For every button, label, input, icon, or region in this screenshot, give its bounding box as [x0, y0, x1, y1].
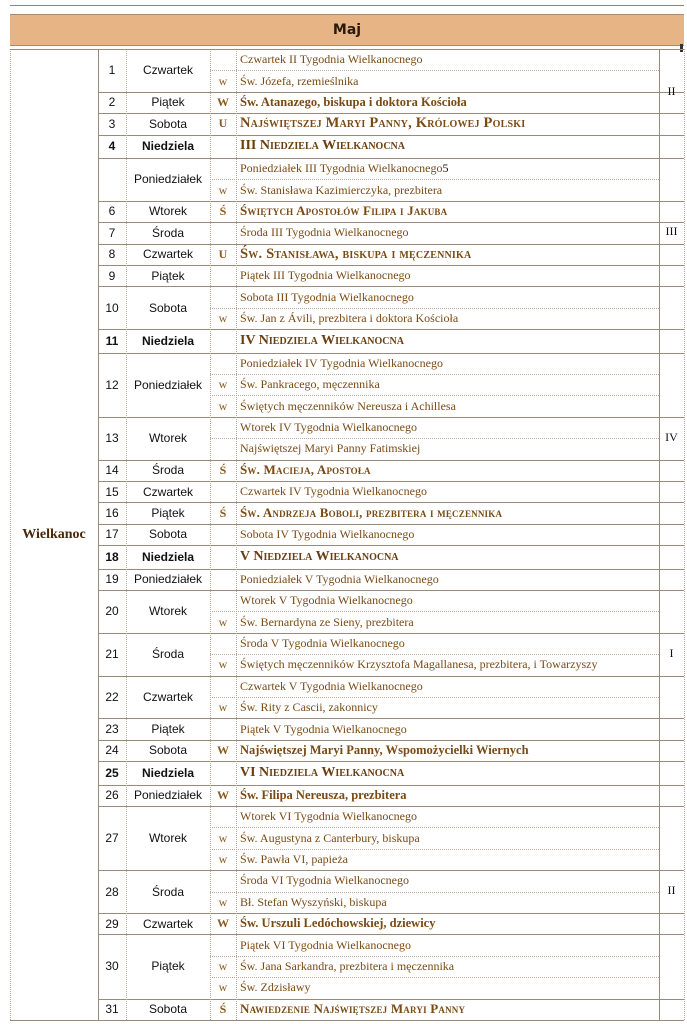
- celebration-title: [236, 395, 659, 416]
- celebration-title-text: Piątek VI Tygodnia Wielkanocnego: [240, 937, 411, 952]
- celebration-rank: [210, 545, 236, 568]
- day-number: 29: [105, 916, 119, 931]
- celebration-title: [236, 244, 659, 265]
- celebration-title-text: Św. Jan z Ávili, prezbitera i doktora Kościoła: [240, 310, 459, 325]
- week-of-psalter: III: [665, 224, 678, 239]
- celebration-title-text: Najświętszej Maryi Panny, Wspomożycielki Wiernych: [240, 742, 529, 757]
- table-bottom-border: [10, 1020, 684, 1021]
- celebration-title-text: Wtorek VI Tygodnia Wielkanocnego: [240, 809, 417, 824]
- day-number: 13: [105, 431, 119, 446]
- celebration-title-text: III Niedziela Wielkanocna: [240, 138, 406, 154]
- entry-divider: [210, 977, 659, 978]
- entry-divider: [210, 654, 659, 655]
- celebration-rank: w: [218, 614, 228, 629]
- weekday-column-border: [210, 49, 211, 1020]
- celebration-rank: w: [218, 657, 228, 672]
- weekday-name: Piątek: [151, 268, 185, 283]
- celebration-title-text: Świętych męczenników Krzysztofa Magallanesa, prezbitera, i Towarzyszy: [240, 657, 598, 672]
- day-number: 30: [105, 959, 119, 974]
- weekday-name: Czwartek: [142, 484, 193, 499]
- celebration-rank: W: [217, 787, 229, 802]
- celebration-title-text: Św. Augustyna z Canterbury, biskupa: [240, 830, 420, 845]
- celebration-rank: [210, 806, 236, 827]
- week-of-psalter: IV: [665, 429, 678, 444]
- celebration-rank: [210, 265, 236, 286]
- day-number: 25: [105, 765, 119, 780]
- week-of-psalter: I: [669, 645, 674, 660]
- table-left-border: [10, 49, 11, 1020]
- celebration-title: [236, 524, 659, 545]
- day-number: 26: [105, 788, 119, 803]
- celebration-title-text: Św. Urszuli Ledóchowskiej, dziewicy: [240, 916, 436, 931]
- celebration-title: [236, 113, 659, 134]
- day-number: 22: [105, 689, 119, 704]
- celebration-title-text: Św. Pankracego, męczennika: [240, 377, 380, 392]
- celebration-title: [236, 158, 659, 179]
- celebration-rank: U: [218, 246, 228, 261]
- day-number: 3: [108, 116, 116, 131]
- celebration-rank: Ś: [219, 203, 227, 218]
- celebration-title-text: Sobota III Tygodnia Wielkanocnego: [240, 289, 414, 304]
- celebration-title: [236, 481, 659, 502]
- celebration-title-text: Wtorek IV Tygodnia Wielkanocnego: [240, 419, 417, 434]
- celebration-title: [236, 460, 659, 481]
- weekday-name: Wtorek: [148, 604, 187, 619]
- celebration-title: [236, 977, 659, 998]
- weekday-name: Czwartek: [142, 689, 193, 704]
- celebration-title-text: Piątek III Tygodnia Wielkanocnego: [240, 268, 411, 283]
- celebration-rank: w: [218, 310, 228, 325]
- month-title: Maj: [332, 22, 362, 38]
- entry-divider: [210, 611, 659, 612]
- celebration-rank: [210, 286, 236, 307]
- weekday-name: Środa: [151, 225, 185, 240]
- celebration-title-text: Najświętszej Maryi Panny, Królowej Polski: [240, 115, 526, 132]
- day-number: 16: [105, 506, 119, 521]
- celebration-title: [236, 329, 659, 352]
- celebration-title: [236, 308, 659, 329]
- week-divider: [659, 135, 684, 136]
- celebration-title: [236, 654, 659, 675]
- day-number: 24: [105, 743, 119, 758]
- celebration-rank: [210, 870, 236, 891]
- day-number: 19: [105, 572, 119, 587]
- weekday-name: Sobota: [148, 1002, 188, 1017]
- weekday-name: Piątek: [151, 959, 185, 974]
- entry-divider: [210, 827, 659, 828]
- day-number: 17: [105, 527, 119, 542]
- weekday-name: Sobota: [148, 527, 188, 542]
- entry-divider: [210, 308, 659, 309]
- season-column-border: [98, 49, 99, 1020]
- celebration-title-text: Wtorek V Tygodnia Wielkanocnego: [240, 593, 413, 608]
- entry-divider: [210, 697, 659, 698]
- celebration-title: [236, 286, 659, 307]
- celebration-rank: [210, 934, 236, 955]
- day-number: 9: [108, 268, 116, 283]
- entry-divider: [210, 956, 659, 957]
- celebration-rank: w: [218, 182, 228, 197]
- week-divider: [659, 761, 684, 762]
- day-number: 8: [108, 247, 116, 262]
- celebration-title-text: Świętych Apostołów Filipa i Jakuba: [240, 203, 448, 219]
- celebration-rank: Ś: [219, 1001, 227, 1016]
- celebration-rank: [210, 353, 236, 374]
- celebration-title: [236, 956, 659, 977]
- celebration-title-text: Św. Bernardyna ze Sieny, prezbitera: [240, 614, 414, 629]
- celebration-rank: w: [218, 398, 228, 413]
- celebration-title: [236, 806, 659, 827]
- day-number: 12: [105, 377, 119, 392]
- day-number: 4: [108, 139, 116, 154]
- rank-column-border: [236, 49, 237, 1020]
- celebration-title: [236, 740, 659, 761]
- celebration-title: [236, 633, 659, 654]
- week-of-psalter: II: [667, 84, 676, 99]
- celebration-title-text: Św. Stanisława Kazimierczyka, prezbitera: [240, 182, 443, 197]
- celebration-title-text: Poniedziałek IV Tygodnia Wielkanocnego: [240, 355, 443, 370]
- celebration-rank: Ś: [219, 462, 227, 477]
- celebration-title: [236, 870, 659, 891]
- title-column-border: [659, 49, 660, 1020]
- weekday-name: Środa: [151, 884, 185, 899]
- celebration-title: [236, 569, 659, 590]
- day-number: 10: [105, 300, 119, 315]
- celebration-title-text: Św. Stanisława, biskupa i męczennika: [240, 245, 472, 262]
- celebration-rank: [210, 761, 236, 784]
- weekday-name: Niedziela: [141, 765, 195, 780]
- weekday-name: Poniedziałek: [133, 788, 203, 803]
- celebration-rank: [210, 49, 236, 70]
- day-number: 11: [105, 333, 119, 348]
- weekday-name: Wtorek: [148, 831, 187, 846]
- celebration-title: [236, 676, 659, 697]
- celebration-title: [236, 201, 659, 222]
- celebration-title-text: Czwartek II Tygodnia Wielkanocnego: [240, 52, 423, 67]
- celebration-rank: W: [217, 742, 229, 757]
- celebration-rank: [210, 569, 236, 590]
- celebration-rank: Ś: [219, 505, 227, 520]
- celebration-rank: [210, 718, 236, 739]
- entry-divider: [210, 374, 659, 375]
- footnote-marker: 5: [442, 161, 449, 176]
- celebration-title-text: Św. Józefa, rzemieślnika: [240, 73, 359, 88]
- celebration-rank: [210, 222, 236, 243]
- celebration-title: [236, 999, 659, 1020]
- celebration-title: [236, 849, 659, 870]
- entry-divider: [210, 395, 659, 396]
- day-number: 21: [105, 647, 119, 662]
- celebration-title-text: Św. Rity z Cascii, zakonnicy: [240, 700, 378, 715]
- celebration-title-text: Czwartek IV Tygodnia Wielkanocnego: [240, 484, 427, 499]
- week-divider: [659, 545, 684, 546]
- celebration-title-text: IV Niedziela Wielkanocna: [240, 332, 404, 348]
- celebration-title: [236, 545, 659, 568]
- celebration-title: [236, 913, 659, 934]
- weekday-name: Piątek: [151, 95, 185, 110]
- celebration-rank: [210, 524, 236, 545]
- celebration-title: [236, 718, 659, 739]
- week-divider: [659, 329, 684, 330]
- celebration-title-text: Bł. Stefan Wyszyński, biskupa: [240, 894, 387, 909]
- day-number: 14: [105, 463, 119, 478]
- celebration-rank: w: [218, 980, 228, 995]
- celebration-title-text: V Niedziela Wielkanocna: [240, 548, 399, 564]
- celebration-rank: w: [218, 830, 228, 845]
- celebration-title-text: Poniedziałek III Tygodnia Wielkanocnego: [240, 161, 443, 176]
- celebration-rank: [210, 438, 236, 459]
- day-number: [98, 158, 126, 201]
- number-column-border: [126, 49, 127, 1020]
- celebration-rank: w: [218, 851, 228, 866]
- celebration-title-text: Św. Andrzeja Boboli, prezbitera i męczennika: [240, 505, 503, 521]
- weekday-name: Sobota: [148, 743, 188, 758]
- celebration-title-text: Sobota IV Tygodnia Wielkanocnego: [240, 526, 415, 541]
- weekday-name: Wtorek: [148, 431, 187, 446]
- celebration-title: [236, 785, 659, 806]
- day-number: 23: [105, 722, 119, 737]
- celebration-title: [236, 70, 659, 91]
- weekday-name: Sobota: [148, 300, 188, 315]
- celebration-rank: [210, 329, 236, 352]
- celebration-title-text: Piątek V Tygodnia Wielkanocnego: [240, 721, 407, 736]
- entry-divider: [210, 849, 659, 850]
- celebration-title-text: Środa III Tygodnia Wielkanocnego: [240, 225, 409, 240]
- weekday-name: Środa: [151, 647, 185, 662]
- table-right-border: [684, 49, 685, 1020]
- celebration-title: [236, 353, 659, 374]
- celebration-title: [236, 438, 659, 459]
- celebration-rank: [210, 417, 236, 438]
- celebration-title: [236, 697, 659, 718]
- celebration-title: [236, 222, 659, 243]
- day-number: 31: [105, 1002, 119, 1017]
- celebration-title: [236, 417, 659, 438]
- celebration-title: [236, 590, 659, 611]
- celebration-title-text: Środa VI Tygodnia Wielkanocnego: [240, 873, 409, 888]
- day-number: 1: [108, 63, 116, 78]
- celebration-title-text: Najświętszej Maryi Panny Fatimskiej: [240, 441, 421, 456]
- celebration-title-text: Św. Jana Sarkandra, prezbitera i męczennika: [240, 958, 455, 973]
- day-number: 18: [105, 549, 119, 564]
- celebration-title: [236, 374, 659, 395]
- weekday-name: Wtorek: [148, 204, 187, 219]
- weekday-name: Czwartek: [142, 916, 193, 931]
- weekday-name: Niedziela: [141, 333, 195, 348]
- table-top-border: [10, 49, 684, 50]
- celebration-title: [236, 892, 659, 913]
- celebration-title: [236, 761, 659, 784]
- celebration-rank: w: [218, 958, 228, 973]
- week-of-psalter: II: [667, 883, 676, 898]
- celebration-title: [236, 502, 659, 523]
- celebration-title-text: Św. Atanazego, biskupa i doktora Kościoła: [240, 94, 467, 109]
- weekday-name: Czwartek: [142, 63, 193, 78]
- celebration-title-text: Św. Macieja, Apostoła: [240, 462, 371, 478]
- celebration-rank: w: [218, 894, 228, 909]
- entry-divider: [210, 438, 659, 439]
- celebration-title-text: Środa V Tygodnia Wielkanocnego: [240, 635, 405, 650]
- celebration-title-text: Czwartek V Tygodnia Wielkanocnego: [240, 678, 423, 693]
- day-number: 15: [105, 484, 119, 499]
- celebration-rank: [210, 481, 236, 502]
- weekday-name: Piątek: [151, 722, 185, 737]
- weekday-name: Niedziela: [141, 139, 195, 154]
- weekday-name: Poniedziałek: [133, 172, 203, 187]
- celebration-rank: w: [218, 73, 228, 88]
- entry-divider: [210, 179, 659, 180]
- season-name: Wielkanoc: [22, 526, 86, 542]
- weekday-name: Sobota: [148, 116, 188, 131]
- celebration-rank: [210, 676, 236, 697]
- celebration-title: [236, 135, 659, 158]
- weekday-name: Poniedziałek: [133, 377, 203, 392]
- weekday-name: Czwartek: [142, 247, 193, 262]
- entry-divider: [210, 892, 659, 893]
- weekday-name: Niedziela: [141, 549, 195, 564]
- day-number: 7: [108, 225, 116, 240]
- celebration-title: [236, 611, 659, 632]
- celebration-title: [236, 92, 659, 113]
- weekday-name: Środa: [151, 463, 185, 478]
- celebration-rank: [210, 590, 236, 611]
- celebration-title-text: Św. Pawła VI, papieża: [240, 851, 348, 866]
- celebration-title-text: Św. Zdzisławy: [240, 980, 311, 995]
- day-number: 2: [108, 95, 116, 110]
- weekday-name: Piątek: [151, 506, 185, 521]
- celebration-rank: W: [217, 94, 229, 109]
- celebration-title: [236, 934, 659, 955]
- celebration-title-text: VI Niedziela Wielkanocna: [240, 764, 405, 780]
- celebration-rank: [210, 158, 236, 179]
- celebration-rank: W: [217, 916, 229, 931]
- celebration-rank: [210, 135, 236, 158]
- celebration-title-text: Poniedziałek V Tygodnia Wielkanocnego: [240, 571, 439, 586]
- celebration-title-text: Nawiedzenie Najświętszej Maryi Panny: [240, 1001, 466, 1017]
- entry-divider: [210, 70, 659, 71]
- day-number: 27: [105, 831, 119, 846]
- celebration-rank: w: [218, 377, 228, 392]
- weekday-name: Poniedziałek: [133, 572, 203, 587]
- celebration-rank: U: [218, 116, 228, 131]
- celebration-title: [236, 179, 659, 200]
- celebration-title: [236, 49, 659, 70]
- celebration-title: [236, 265, 659, 286]
- day-number: 20: [105, 604, 119, 619]
- day-number: 28: [105, 884, 119, 899]
- celebration-rank: w: [218, 700, 228, 715]
- celebration-title-text: Św. Filipa Nereusza, prezbitera: [240, 787, 407, 802]
- day-number: 6: [108, 204, 116, 219]
- celebration-rank: [210, 633, 236, 654]
- celebration-title: [236, 827, 659, 848]
- celebration-title-text: Świętych męczenników Nereusza i Achillesa: [240, 398, 456, 413]
